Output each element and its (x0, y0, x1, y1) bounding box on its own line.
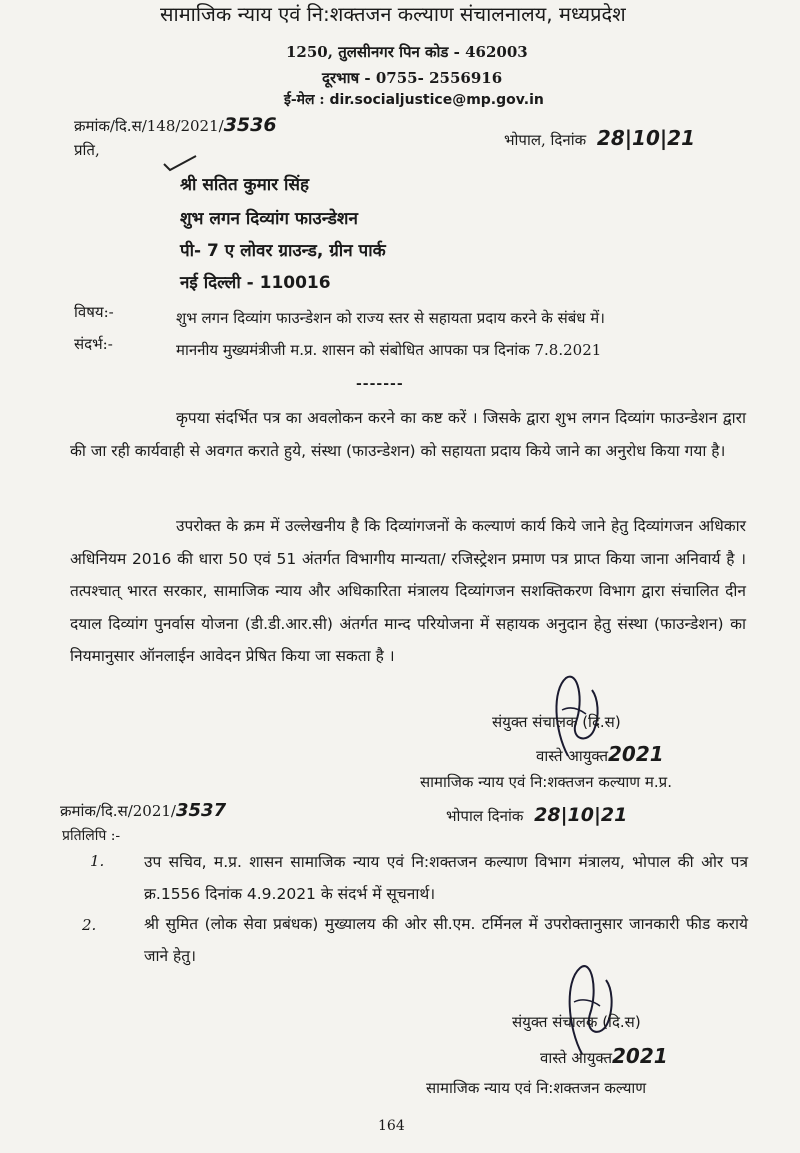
email-label: ई-मेल : (284, 92, 325, 108)
copy-date: भोपाल दिनांक 28|10|21 (446, 804, 628, 826)
reference-handwritten: 3536 (223, 114, 277, 136)
org-address: 1250, तुलसीनगर पिन कोड - 462003 (286, 43, 528, 61)
copy-item-2: श्री सुमित (लोक सेवा प्रबंधक) मुख्यालय की ओर सी.एम. टर्मिनल में उपरोक्तानुसार जानकारी फीड कराये जाने हेतु। (144, 915, 748, 965)
copy-item-1: उप सचिव, म.प्र. शासन सामाजिक न्याय एवं नि:शक्तजन कल्याण विभाग मंत्रालय, भोपाल की ओर पत्र क्र.1556 दिनांक 4.9.2021 के संदर्भ में सूचनार्थ। (144, 853, 748, 903)
signatory-for-2: वास्ते आयुक्त2021 (540, 1044, 668, 1068)
recipient-org: शुभ लगन दिव्यांग फाउन्डेशन (180, 209, 358, 229)
date-handwritten: 28|10|21 (596, 126, 696, 150)
reference-text: माननीय मुख्यमंत्रीजी म.प्र. शासन को संबोधित आपका पत्र दिनांक 7.8.2021 (176, 341, 602, 359)
signature-handwritten-1: 2021 (608, 742, 664, 766)
org-email-line (284, 90, 544, 109)
reference-number: क्रमांक/दि.स/148/2021/3536 (74, 114, 277, 136)
subject-label: विषय:- (74, 303, 114, 321)
copy-date-handwritten: 28|10|21 (534, 804, 628, 826)
email-address: dir.socialjustice@mp.gov.in (329, 92, 544, 108)
recipient-name: श्री सतित कुमार सिंह (180, 175, 309, 195)
signatory-dept-1: सामाजिक न्याय एवं नि:शक्तजन कल्याण म.प्र. (420, 773, 672, 791)
to-label: प्रति, (74, 141, 100, 159)
copy-label: प्रतिलिपि :- (62, 828, 121, 844)
copy-reference-number: क्रमांक/दि.स/2021/3537 (60, 800, 227, 821)
org-phone: दूरभाष - 0755- 2556916 (322, 69, 503, 87)
signatory-title-1: संयुक्त संचालक (दि.स) (492, 713, 621, 731)
tick-mark (160, 150, 200, 174)
letter-date: भोपाल, दिनांक 28|10|21 (504, 126, 696, 150)
signatory-dept-2: सामाजिक न्याय एवं नि:शक्तजन कल्याण (426, 1079, 647, 1097)
body-paragraph-2: उपरोक्त के क्रम में उल्लेखनीय है कि दिव्यांगजनों के कल्याणं कार्य किये जाने हेतु दिव्यांगजन अधिकार अधिनियम 2016 की धारा 50 एवं 51 अंतर्गत विभागीय मान्यता/ रजिस्ट्रेशन प्रमाण पत्र प्राप्त किया जाना अनिवार्य है । तत्पश्चात् भारत सरकार, सामाजिक न्याय और अधिकारिता मंत्रालय दिव्यांगजन सशक्तिकरण विभाग द्वारा संचालित दीन दयाल दिव्यांग पुनर्वास योजना (डी.डी.आर.सी) अंतर्गत मान्द परियोजना में सहायक अनुदान हेतु संस्था (फाउन्डेशन) का नियमानुसार ऑनलाईन आवेदन प्रेषित किया जा सकता है । (70, 517, 746, 665)
copy-item-number-2: 2. (82, 916, 97, 934)
subject-text: शुभ लगन दिव्यांग फाउन्डेशन को राज्य स्तर से सहायता प्रदाय करने के संबंध में। (176, 309, 605, 327)
body-paragraph-1: कृपया संदर्भित पत्र का अवलोकन करने का कष्ट करें । जिसके द्वारा शुभ लगन दिव्यांग फाउन्डेशन द्वारा की जा रही कार्यवाही से अवगत कराते हुये, संस्था (फाउन्डेशन) को सहायता प्रदाय किये जाने का अनुरोध किया गया है। (70, 409, 746, 460)
copy-item-number-1: 1. (90, 852, 105, 870)
page-number: 164 (378, 1118, 405, 1134)
signatory-for-1: वास्ते आयुक्त2021 (536, 742, 664, 766)
reference-label: संदर्भ:- (74, 335, 113, 353)
recipient-city: नई दिल्ली - 110016 (180, 273, 331, 293)
signatory-title-2: संयुक्त संचालक (दि.स) (512, 1013, 641, 1031)
signature-mark-2 (560, 958, 620, 1058)
divider: ------- (356, 376, 404, 392)
org-name: सामाजिक न्याय एवं नि:शक्तजन कल्याण संचालनालय, मध्यप्रदेश (160, 2, 626, 26)
copy-reference-handwritten: 3537 (176, 800, 227, 821)
recipient-address: पी- 7 ए लोवर ग्राउन्ड, ग्रीन पार्क (180, 241, 386, 261)
signature-handwritten-2: 2021 (612, 1044, 668, 1068)
